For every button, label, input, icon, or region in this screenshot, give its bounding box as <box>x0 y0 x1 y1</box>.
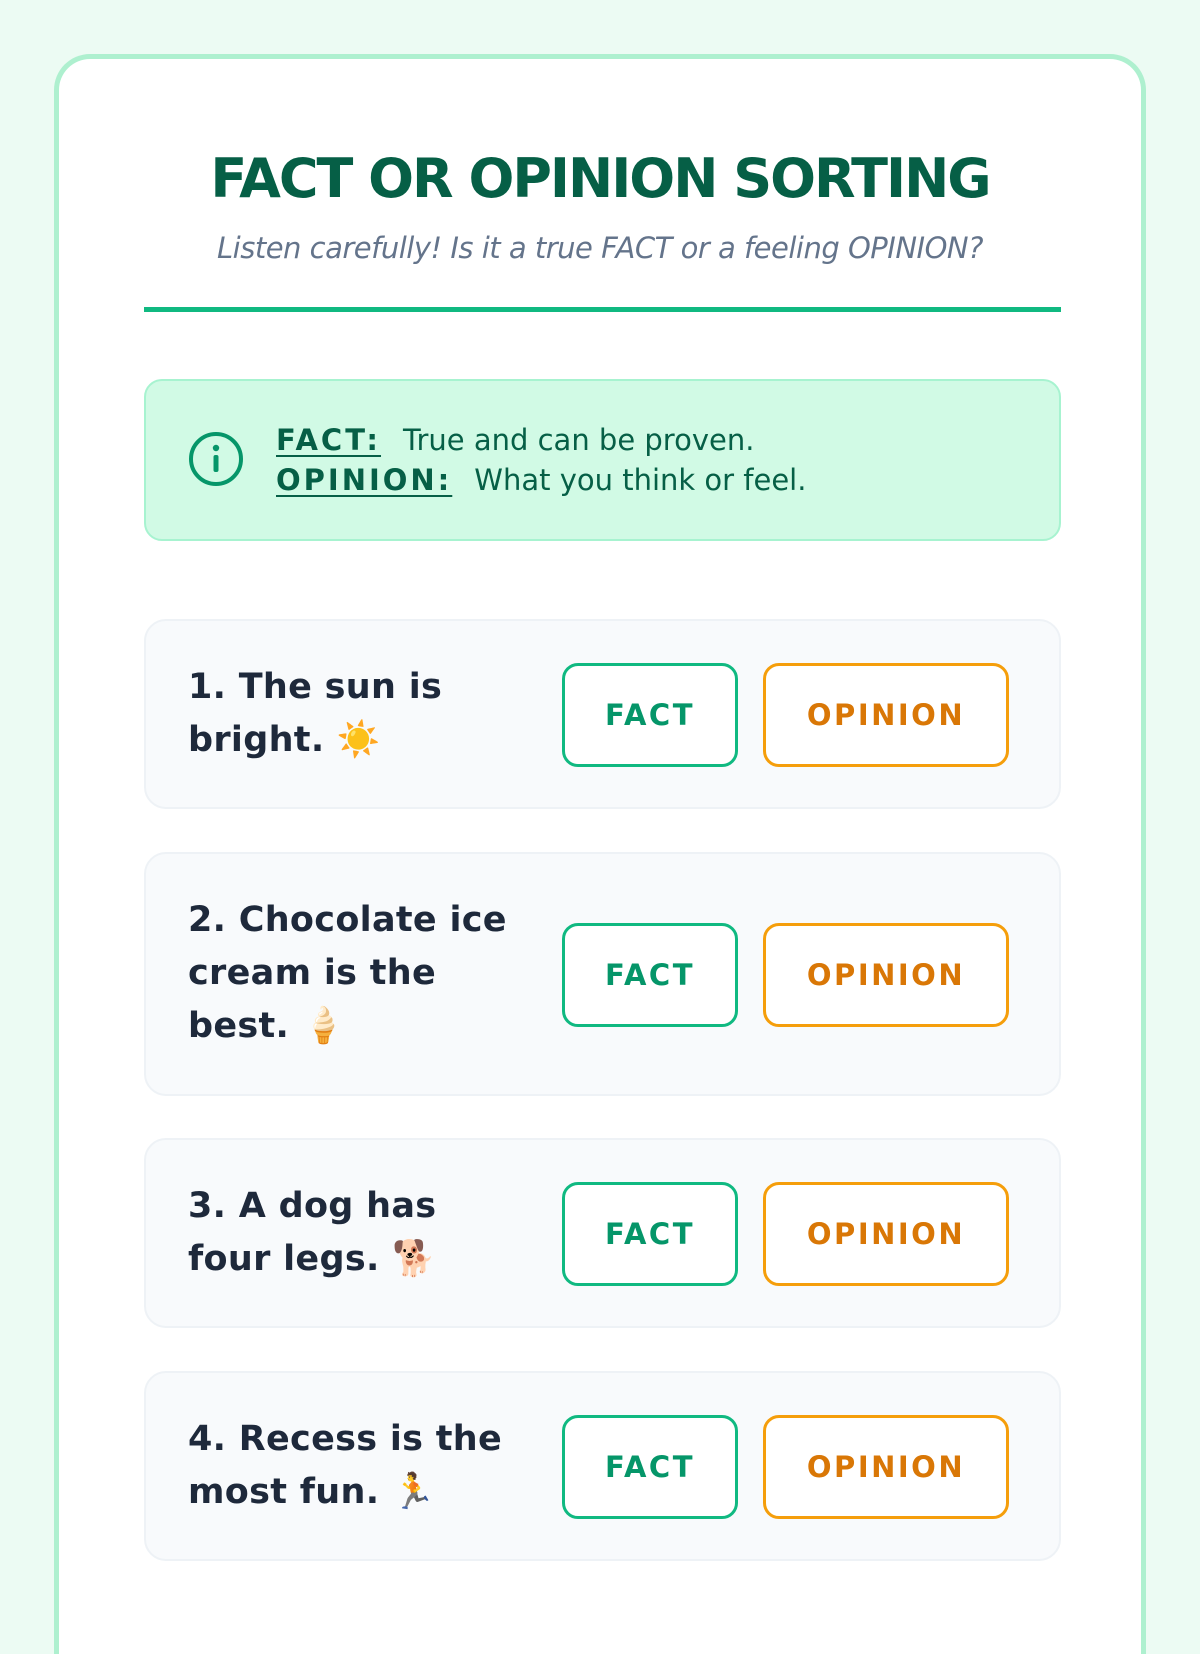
definition-box <box>144 379 1061 541</box>
opinion-term: OPINION: <box>276 463 453 497</box>
fact-button[interactable]: FACT <box>562 1182 738 1286</box>
fact-button[interactable]: FACT <box>562 1415 738 1519</box>
fact-definition-text: True and can be proven. <box>403 423 755 457</box>
question-card-2 <box>144 852 1061 1096</box>
opinion-button[interactable]: OPINION <box>763 1415 1009 1519</box>
fact-button[interactable]: FACT <box>562 923 738 1027</box>
fact-definition <box>276 423 754 457</box>
question-text: 4. Recess is the most fun. 🏃 <box>188 1419 503 1512</box>
question-card-4 <box>144 1371 1061 1561</box>
opinion-button[interactable]: OPINION <box>763 663 1009 767</box>
info-icon <box>188 431 244 487</box>
opinion-button[interactable]: OPINION <box>763 923 1009 1027</box>
worksheet-card <box>54 54 1146 1654</box>
fact-button[interactable]: FACT <box>562 663 738 767</box>
fact-term: FACT: <box>276 423 382 457</box>
question-card-1 <box>144 619 1061 809</box>
opinion-definition-text: What you think or feel. <box>474 463 807 497</box>
title-divider <box>144 307 1061 312</box>
question-text: 3. A dog has four legs. 🐕 <box>188 1186 437 1279</box>
opinion-button[interactable]: OPINION <box>763 1182 1009 1286</box>
question-text: 2. Chocolate ice cream is the best. 🍦 <box>188 900 507 1046</box>
page-subtitle: Listen carefully! Is it a true FACT or a feeling OPINION? <box>217 231 983 265</box>
question-text: 1. The sun is bright. ☀️ <box>188 667 443 760</box>
opinion-definition <box>276 463 806 497</box>
page-title: FACT OR OPINION SORTING <box>210 147 990 210</box>
question-card-3 <box>144 1138 1061 1328</box>
